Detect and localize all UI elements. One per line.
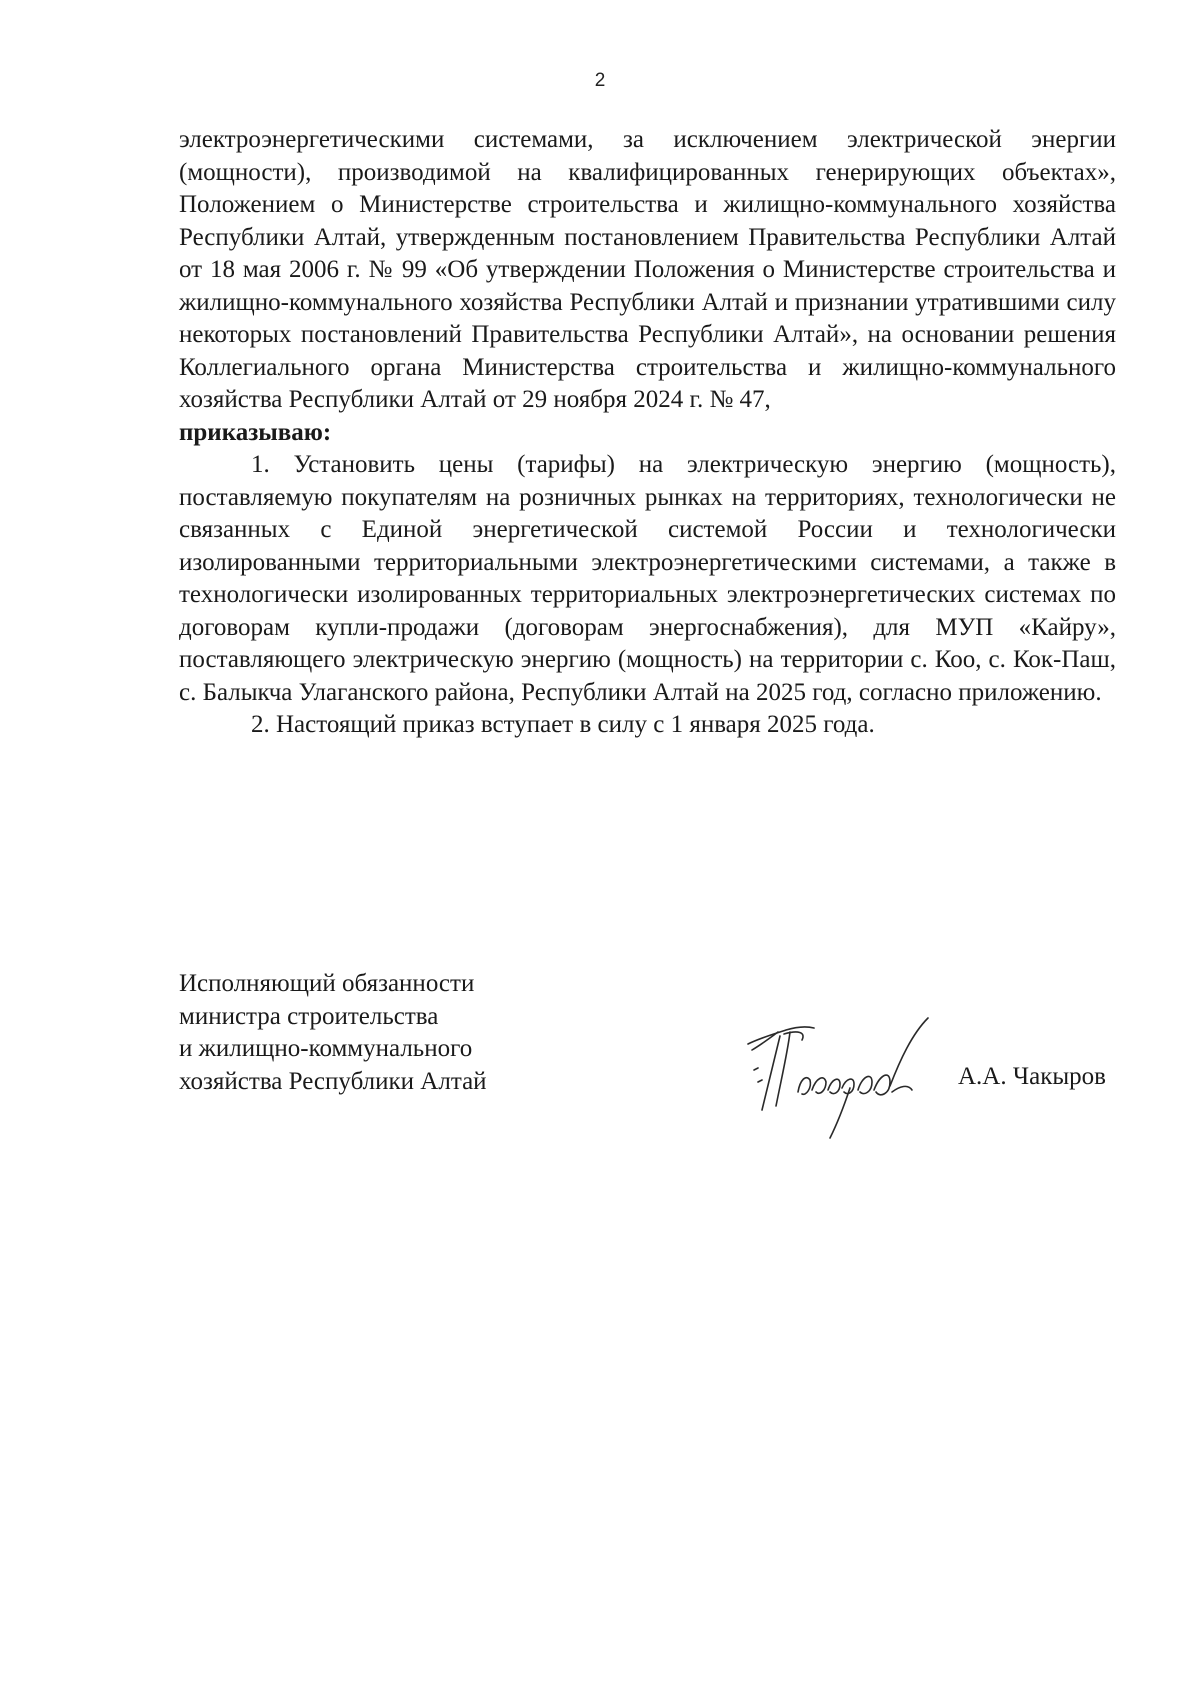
page-number: 2 — [594, 70, 606, 91]
order-word: приказываю: — [179, 418, 332, 446]
signer-name: А.А. Чакыров — [958, 1063, 1106, 1090]
order-body — [179, 124, 1116, 742]
position-line-1: Исполняющий обязанности — [179, 970, 475, 997]
position-line-3: и жилищно-коммунального — [179, 1035, 473, 1062]
signatory-position — [179, 968, 579, 1098]
preamble-continuation: электроэнергетическими системами, за исключением электрической энергии (мощности), производимой на квалифицированных генерирующих объектах», Положением о Министерстве строительства и жилищно-коммунального хозяйства Республики Алтай, утвержденным постановлением Правительства Республики Алтай от 18 мая 2006 г. № 99 «Об утверждении Положения о Министерстве строительства и жилищно-коммунального хозяйства Республики Алтай и признании утратившими силу некоторых постановлений Правительства Республики Алтай», на основании решения Коллегиального органа Министерства строительства и жилищно-коммунального хозяйства Республики Алтай от 29 ноября 2024 г. № 47, — [179, 126, 1116, 413]
handwritten-signature-icon — [740, 1010, 950, 1140]
order-item-2: 2. Настоящий приказ вступает в силу с 1 января 2025 года. — [251, 711, 875, 738]
position-line-4: хозяйства Республики Алтай — [179, 1067, 487, 1095]
order-item-1: 1. Установить цены (тарифы) на электрическую энергию (мощность), поставляемую покупателям на розничных рынках на территориях, технологически не связанных с Единой энергетической системой России и технологически изолированными территориальными электроэнергетическими системами, а также в технологически изолированных территориальных электроэнергетических системах по договорам купли-продажи (договорам энергоснабжения), для МУП «Кайру», поставляющего электрическую энергию (мощность) на территории с. Коо, с. Кок-Паш, с. Балыкча Улаганского района, Республики Алтай на 2025 год, согласно приложению. — [179, 451, 1116, 706]
position-line-2: министра строительства — [179, 1002, 439, 1030]
